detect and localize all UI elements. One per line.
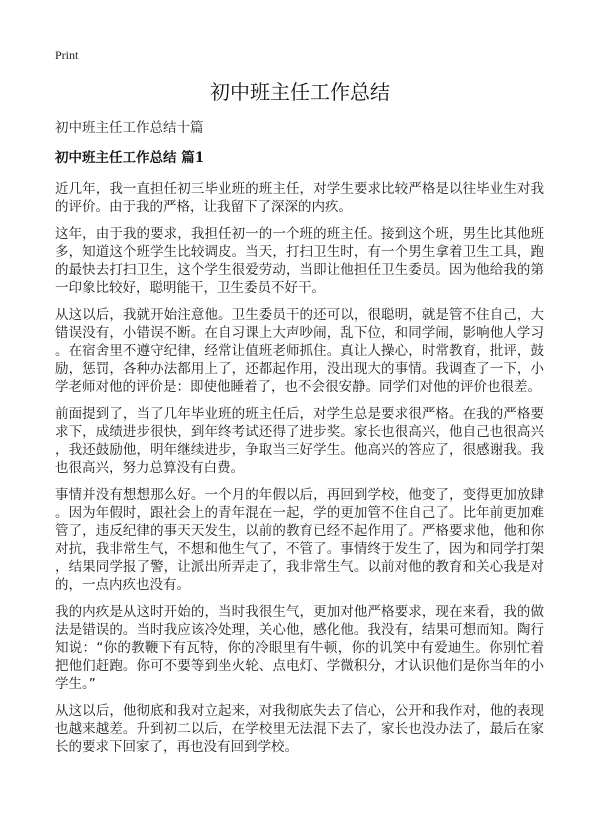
paragraph-2 bbox=[55, 225, 544, 297]
text-line: 一印象比较好，聪明能干，卫生委员不好干。 bbox=[55, 280, 325, 296]
text-line: 的评价。由于我的严格，让我留下了深深的内疚。 bbox=[55, 199, 352, 215]
text-line: 管了，违反纪律的事天天发生，以前的教育已经不起作用了。严格要求他，他和你 bbox=[55, 523, 544, 539]
text-line: 多，知道这个班学生比较调皮。当天，打扫卫生时，有一个男生拿着卫生工具，跑 bbox=[55, 244, 544, 260]
print-link[interactable]: Print bbox=[55, 48, 79, 62]
document-subtitle: 初中班主任工作总结十篇 bbox=[55, 120, 204, 136]
text-line: 长的要求下回家了，再也没有回到学校。 bbox=[55, 739, 298, 755]
text-line: 的，一点内疚也没有。 bbox=[55, 577, 190, 593]
paragraph-5 bbox=[55, 486, 544, 594]
text-line: 从这以后，我就开始注意他。卫生委员干的还可以，很聪明，就是管不住自己，大 bbox=[55, 307, 544, 323]
section-heading: 初中班主任工作总结 篇1 bbox=[55, 150, 205, 166]
text-line: 把他们赶跑。你可不要等到坐火轮、点电灯、学微积分，才认识他们是你当年的小 bbox=[55, 658, 544, 674]
text-line: 从这以后，他彻底和我对立起来，对我彻底失去了信心，公开和我作对，他的表现 bbox=[55, 703, 544, 719]
text-line: 也很高兴，努力总算没有白费。 bbox=[55, 460, 244, 476]
text-line: 。在宿舍里不遵守纪律，经常让值班老师抓住。真让人操心，时常教育，批评，鼓 bbox=[55, 343, 544, 359]
text-line: ，结果同学报了警，让派出所弄走了，我非常生气。以前对他的教育和关心我是对 bbox=[55, 559, 544, 575]
text-line: 错误没有，小错误不断。在自习课上大声吵闹，乱下位，和同学闹，影响他人学习 bbox=[55, 325, 544, 341]
text-line: 励，惩罚，各种办法都用上了，还都起作用，没出现大的事情。我调查了一下，小 bbox=[55, 361, 544, 377]
text-line: 。因为年假时，跟社会上的青年混在一起，学的更加管不住自己了。比年前更加难 bbox=[55, 505, 544, 521]
article-body bbox=[55, 180, 544, 765]
text-line: 知说：“你的教鞭下有瓦特，你的冷眼里有牛顿，你的讥笑中有爱迪生。你别忙着 bbox=[55, 640, 544, 656]
text-line: 事情并没有想想那么好。一个月的年假以后，再回到学校，他变了，变得更加放肆 bbox=[55, 487, 544, 503]
paragraph-4 bbox=[55, 405, 544, 477]
text-line: 对抗，我非常生气，不想和他生气了，不管了。事情终于发生了，因为和同学打架 bbox=[55, 541, 544, 557]
text-line: 学生。” bbox=[55, 676, 96, 692]
text-line: 我的内疚是从这时开始的，当时我很生气，更加对他严格要求，现在来看，我的做 bbox=[55, 604, 544, 620]
text-line: ，我还鼓励他，明年继续进步，争取当三好学生。他高兴的答应了，很感谢我。我 bbox=[55, 442, 544, 458]
paragraph-6 bbox=[55, 603, 544, 693]
text-line: 近几年，我一直担任初三毕业班的班主任，对学生要求比较严格是以往毕业生对我 bbox=[55, 181, 544, 197]
text-line: 求下，成绩进步很快，到年终考试还得了进步奖。家长也很高兴，他自己也很高兴 bbox=[55, 424, 544, 440]
paragraph-7 bbox=[55, 702, 544, 756]
text-line: 法是错误的。当时我应该冷处理，关心他，感化他。我没有，结果可想而知。陶行 bbox=[55, 622, 544, 638]
paragraph-1 bbox=[55, 180, 544, 216]
text-line: 学老师对他的评价是：即使他睡着了，也不会很安静。同学们对他的评价也很差。 bbox=[55, 379, 541, 395]
text-line: 前面提到了，当了几年毕业班的班主任后，对学生总是要求很严格。在我的严格要 bbox=[55, 406, 544, 422]
paragraph-3 bbox=[55, 306, 544, 396]
text-line: 的最快去打扫卫生，这个学生很爱劳动，当即让他担任卫生委员。因为他给我的第 bbox=[55, 262, 544, 278]
text-line: 这年，由于我的要求，我担任初一的一个班的班主任。接到这个班，男生比其他班 bbox=[55, 226, 544, 242]
page-title: 初中班主任工作总结 bbox=[210, 80, 390, 104]
text-line: 也越来越差。升到初二以后，在学校里无法混下去了，家长也没办法了，最后在家 bbox=[55, 721, 544, 737]
